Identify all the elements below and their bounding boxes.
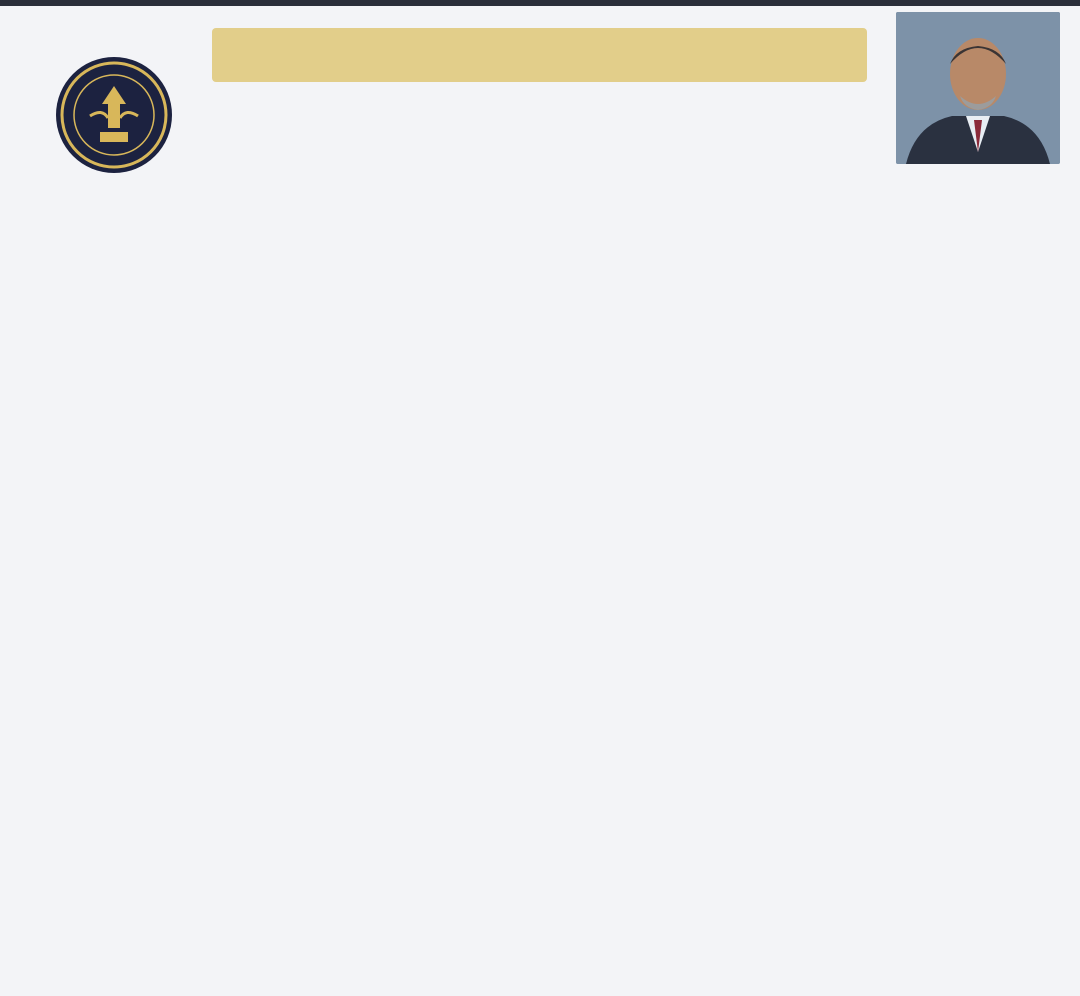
page-subtitle <box>260 158 800 198</box>
top-border <box>0 0 1080 6</box>
page-title <box>220 106 860 162</box>
sponsor-banner <box>212 28 867 82</box>
president-portrait <box>896 12 1060 164</box>
emblem-logo <box>50 56 178 174</box>
